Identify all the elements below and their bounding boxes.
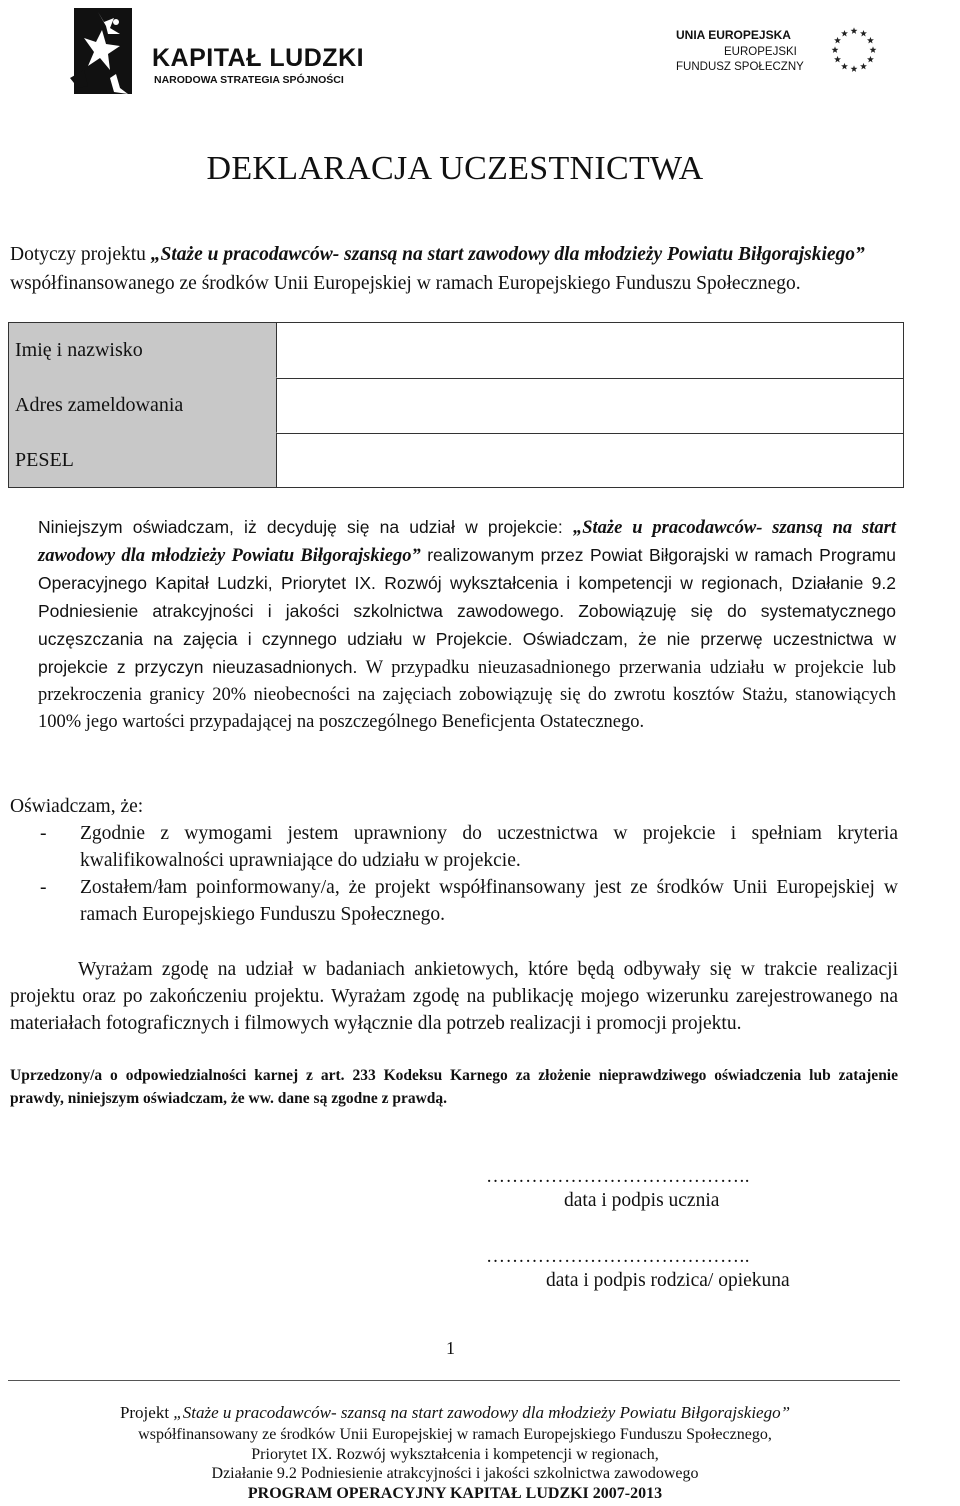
declaration-part2: realizowanym przez Powiat Biłgorajski w ramach Programu Operacyjnego Kapitał Ludzki, Priorytet IX. Rozwój wykształcenia i kompetencji w regionach, Działanie 9.2 Podniesienie atrakcyjności i jakości szkolnictwa zawodowego. Zobowiązuję się do systematycznego uczęszczania na zajęcia i czynnego udziału w Projekcie. Oświadczam, że nie przerwę uczestnictwa w projekcie z przyczyn nieuzasadnionych. [38, 545, 896, 677]
pesel-field[interactable] [277, 433, 903, 487]
eu-star-icon [860, 63, 867, 70]
footer-line5: PROGRAM OPERACYJNY KAPITAŁ LUDZKI 2007-2013 [247, 1485, 663, 1502]
statement-text: Zostałem/łam poinformowany/a, że projekt współfinansowany jest ze środków Unii Europejskiej w ramach Europejskiego Funduszu Społecznego. [80, 877, 898, 925]
right-logo-line1: UNIA EUROPEJSKA [676, 28, 791, 42]
right-logo-line3: FUNDUSZ SPOŁECZNY [676, 61, 804, 73]
footer-prefix: Projekt [119, 1403, 174, 1422]
eu-star-icon [841, 63, 848, 70]
eu-star-icon [851, 65, 858, 72]
footer-line3: Priorytet IX. Rozwój wykształcenia i kompetencji w regionach, [251, 1446, 659, 1463]
footer-line1 [0, 1403, 910, 1423]
intro-paragraph [10, 240, 900, 298]
page-number: 1 [446, 1338, 455, 1358]
left-logo-title: KAPITAŁ LUDZKI [152, 44, 365, 72]
parent-signature-line[interactable]: ………………………………….. [486, 1246, 750, 1267]
eu-star-icon [834, 37, 841, 44]
parent-signature-label: data i podpis rodzica/ opiekuna [546, 1270, 790, 1291]
eu-star-icon [867, 37, 874, 44]
footer-line2: współfinansowany ze środków Unii Europejskiej w ramach Europejskiego Funduszu Społecznego, [138, 1426, 772, 1443]
statements-list [10, 820, 898, 928]
address-field[interactable] [277, 378, 903, 433]
participant-form [8, 322, 904, 488]
eu-star-icon [851, 27, 858, 34]
student-signature-label: data i podpis ucznia [564, 1190, 720, 1211]
intro-suffix: współfinansowanego ze środków Unii Europejskiej w ramach Europejskiego Funduszu Społecznego. [10, 273, 801, 294]
declaration-paragraph [38, 514, 896, 736]
kapital-ludzki-emblem-icon [70, 8, 140, 100]
kapital-ludzki-logo [70, 8, 370, 100]
consent-paragraph: Wyrażam zgodę na udział w badaniach ankietowych, które będą odbywały się w trakcie realizacji projektu oraz po zakończeniu projektu. Wyrażam zgodę na publikację mojego wizerunku zarejestrowanego na materiałach fotograficznych i filmowych wyłącznie dla potrzeb realizacji i promocji projektu. [10, 959, 898, 1034]
declaration-part3: W przypadku nieuzasadnionego przerwania udziału w projekcie lub przekroczenia granicy 20% nieobecności na zajęciach zobowiązuję się do zwrotu kosztów Stażu, stanowiących 100% jego wartości przypadającej na poszczególnego Beneficjenta Ostatecznego. [38, 658, 896, 732]
eu-star-icon [867, 56, 874, 63]
form-row-address [9, 378, 903, 433]
form-row-pesel [9, 433, 903, 487]
eu-logo [676, 24, 896, 84]
intro-prefix: Dotyczy projektu [10, 244, 151, 265]
eu-star-icon [834, 56, 841, 63]
declaration-part1: Niniejszym oświadczam, iż decyduję się na udział w projekcie: [38, 517, 573, 537]
footer-divider [8, 1380, 900, 1381]
eu-star-icon [832, 46, 839, 53]
footer-project-name: „Staże u pracodawców- szansą na start zawodowy dla młodzieży Powiatu Biłgorajskiego” [173, 1403, 791, 1422]
eu-star-icon [860, 30, 867, 37]
left-logo-subtitle: NARODOWA STRATEGIA SPÓJNOŚCI [154, 74, 344, 86]
form-label-pesel: PESEL [9, 433, 277, 487]
list-dash: - [40, 877, 47, 898]
list-dash: - [40, 823, 47, 844]
list-item [10, 874, 898, 928]
student-signature-line[interactable]: ………………………………….. [486, 1166, 750, 1187]
statements-heading: Oświadczam, że: [10, 796, 144, 817]
right-logo-line2: EUROPEJSKI [724, 46, 797, 58]
eu-stars-icon [824, 24, 884, 76]
list-item [10, 820, 898, 874]
form-row-name [9, 323, 903, 378]
form-label-name: Imię i nazwisko [9, 323, 277, 378]
name-field[interactable] [277, 323, 903, 378]
eu-star-icon [841, 30, 848, 37]
statement-text: Zgodnie z wymogami jestem uprawniony do uczestnictwa w projekcie i spełniam kryteria kwalifikowalności uprawniające do udziału w projekcie. [80, 823, 898, 871]
declaration-project-name: „Staże u pracodawców- szansą na start zawodowy dla młodzieży Powiatu Biłgorajskiego” [38, 518, 896, 566]
eu-star-icon [870, 46, 877, 53]
footer-line4: Działanie 9.2 Podniesienie atrakcyjności i jakości szkolnictwa zawodowego [211, 1465, 699, 1482]
page-title: DEKLARACJA UCZESTNICTWA [206, 150, 704, 187]
intro-project-name: „Staże u pracodawców- szansą na start zawodowy dla młodzieży Powiatu Biłgorajskiego” [150, 244, 865, 265]
legal-warning: Uprzedzony/a o odpowiedzialności karnej z art. 233 Kodeksu Karnego za złożenie nieprawdziwego oświadczenia lub zatajenie prawdy, niniejszym oświadczam, że ww. dane są zgodne z prawdą. [10, 1067, 898, 1107]
form-label-address: Adres zameldowania [9, 378, 277, 433]
